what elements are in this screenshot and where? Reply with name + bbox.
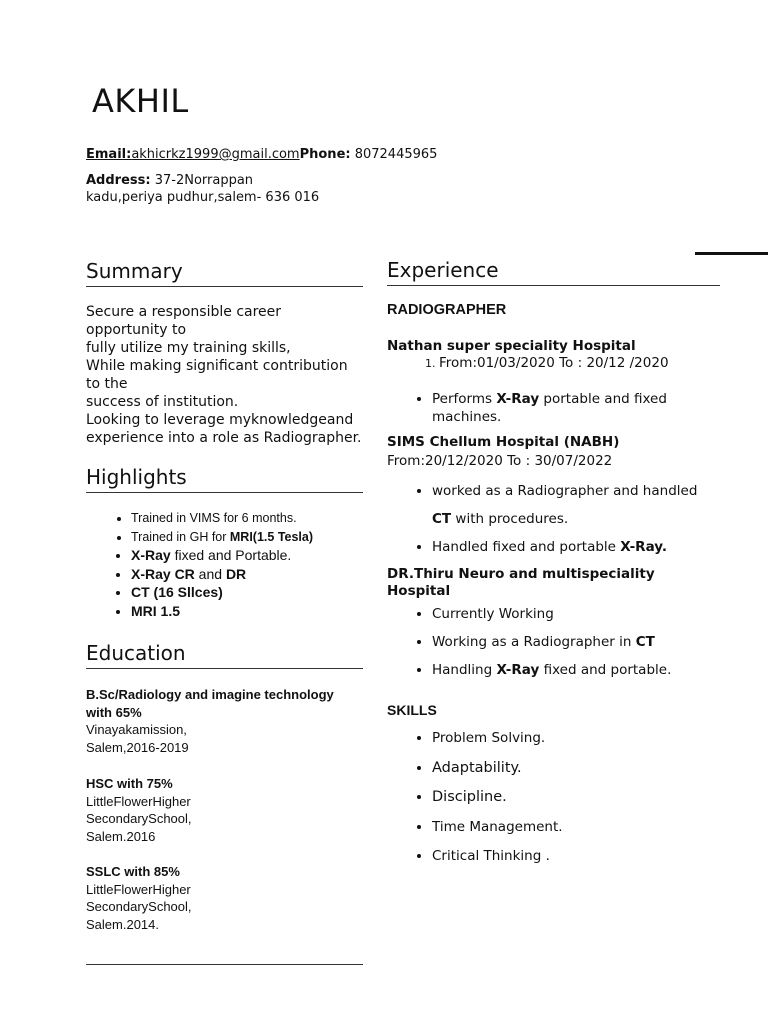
- phone-value: 8072445965: [354, 147, 438, 162]
- highlight-item: • Trained in GH for MRI(1.5 Tesla): [131, 528, 363, 547]
- job-entry: [387, 338, 720, 426]
- summary-line: Secure a responsible career opportunity to: [86, 304, 282, 338]
- highlights-title: Highlights: [86, 464, 363, 493]
- skill-item: • Problem Solving.: [432, 724, 720, 754]
- summary-section: [86, 258, 363, 447]
- address-line1: 37-2Norrappan: [154, 173, 254, 188]
- education-section: [86, 640, 363, 933]
- summary-line: success of institution.: [86, 394, 239, 410]
- skill-item: • Discipline.: [432, 783, 720, 813]
- highlight-item: • Trained in VIMS for 6 months.: [131, 509, 363, 528]
- job-dates: 1. From:01/03/2020 To : 20/12 /2020: [439, 355, 720, 371]
- duty-item: • Handling X-Ray fixed and portable.: [432, 656, 720, 684]
- highlight-item: • MRI 1.5: [131, 602, 363, 621]
- duty-item: • Currently Working: [432, 600, 720, 628]
- email-link[interactable]: akhicrkz1999@gmail.com: [131, 147, 300, 162]
- job-entry: [387, 434, 720, 561]
- skill-item: • Critical Thinking .: [432, 842, 720, 872]
- highlights-list: [86, 509, 363, 620]
- skill-item: • Adaptability.: [432, 754, 720, 784]
- education-entry: HSC with 75% LittleFlowerHigher SecondarySchool, Salem.2016: [86, 775, 363, 845]
- duty-item: • Working as a Radiographer in CT: [432, 628, 720, 656]
- candidate-name: AKHIL: [92, 82, 189, 120]
- education-degree: SSLC with 85%: [86, 864, 180, 879]
- summary-title: Summary: [86, 258, 363, 287]
- experience-section: [387, 257, 720, 872]
- decorative-rule: [695, 252, 768, 255]
- job-role: RADIOGRAPHER: [387, 302, 507, 318]
- bottom-divider: [86, 964, 363, 965]
- job-duties: [387, 477, 720, 561]
- education-degree: B.Sc/Radiology and imagine technology with 65%: [86, 687, 334, 720]
- job-duties: [387, 390, 720, 426]
- duty-item: • Handled fixed and portable X-Ray.: [432, 533, 720, 561]
- skills-list: [387, 724, 720, 872]
- duty-item: • worked as a Radiographer and handled CT with procedures.: [432, 477, 720, 533]
- job-organization: DR.Thiru Neuro and multispeciality Hospital: [387, 566, 655, 599]
- phone-label: Phone:: [299, 147, 351, 162]
- summary-line: Looking to leverage myknowledgeand experience into a role as Radiographer.: [86, 412, 362, 446]
- skills-title: SKILLS: [387, 702, 437, 718]
- highlight-item: • X-Ray fixed and Portable.: [131, 546, 363, 565]
- address-line2: kadu,periya pudhur,salem- 636 016: [86, 190, 320, 205]
- experience-title: Experience: [387, 257, 720, 286]
- summary-text: [86, 303, 363, 447]
- highlight-item: • CT (16 Sllces): [131, 583, 363, 602]
- address-block: [86, 172, 406, 206]
- highlights-section: [86, 464, 363, 620]
- skill-item: • Time Management.: [432, 813, 720, 843]
- contact-line: [86, 146, 437, 163]
- job-duties: [387, 600, 720, 684]
- summary-line: fully utilize my training skills,: [86, 340, 291, 356]
- education-title: Education: [86, 640, 363, 669]
- education-entry: SSLC with 85% LittleFlowerHigher SecondarySchool, Salem.2014.: [86, 863, 363, 933]
- job-dates: From:20/12/2020 To : 30/07/2022: [387, 453, 613, 469]
- duty-item: • Performs X-Ray portable and fixed machines.: [432, 390, 720, 426]
- job-dates-list: [387, 355, 720, 371]
- highlight-item: • X-Ray CR and DR: [131, 565, 363, 584]
- job-organization: Nathan super speciality Hospital: [387, 338, 636, 354]
- education-entry: B.Sc/Radiology and imagine technology with 65% Vinayakamission, Salem,2016-2019: [86, 686, 363, 756]
- job-organization: SIMS Chellum Hospital (NABH): [387, 434, 620, 450]
- email-label: Email:: [86, 147, 132, 162]
- job-entry: [387, 566, 720, 684]
- summary-line: While making significant contribution to the: [86, 358, 348, 392]
- address-label: Address:: [86, 173, 151, 188]
- education-degree: HSC with 75%: [86, 776, 173, 791]
